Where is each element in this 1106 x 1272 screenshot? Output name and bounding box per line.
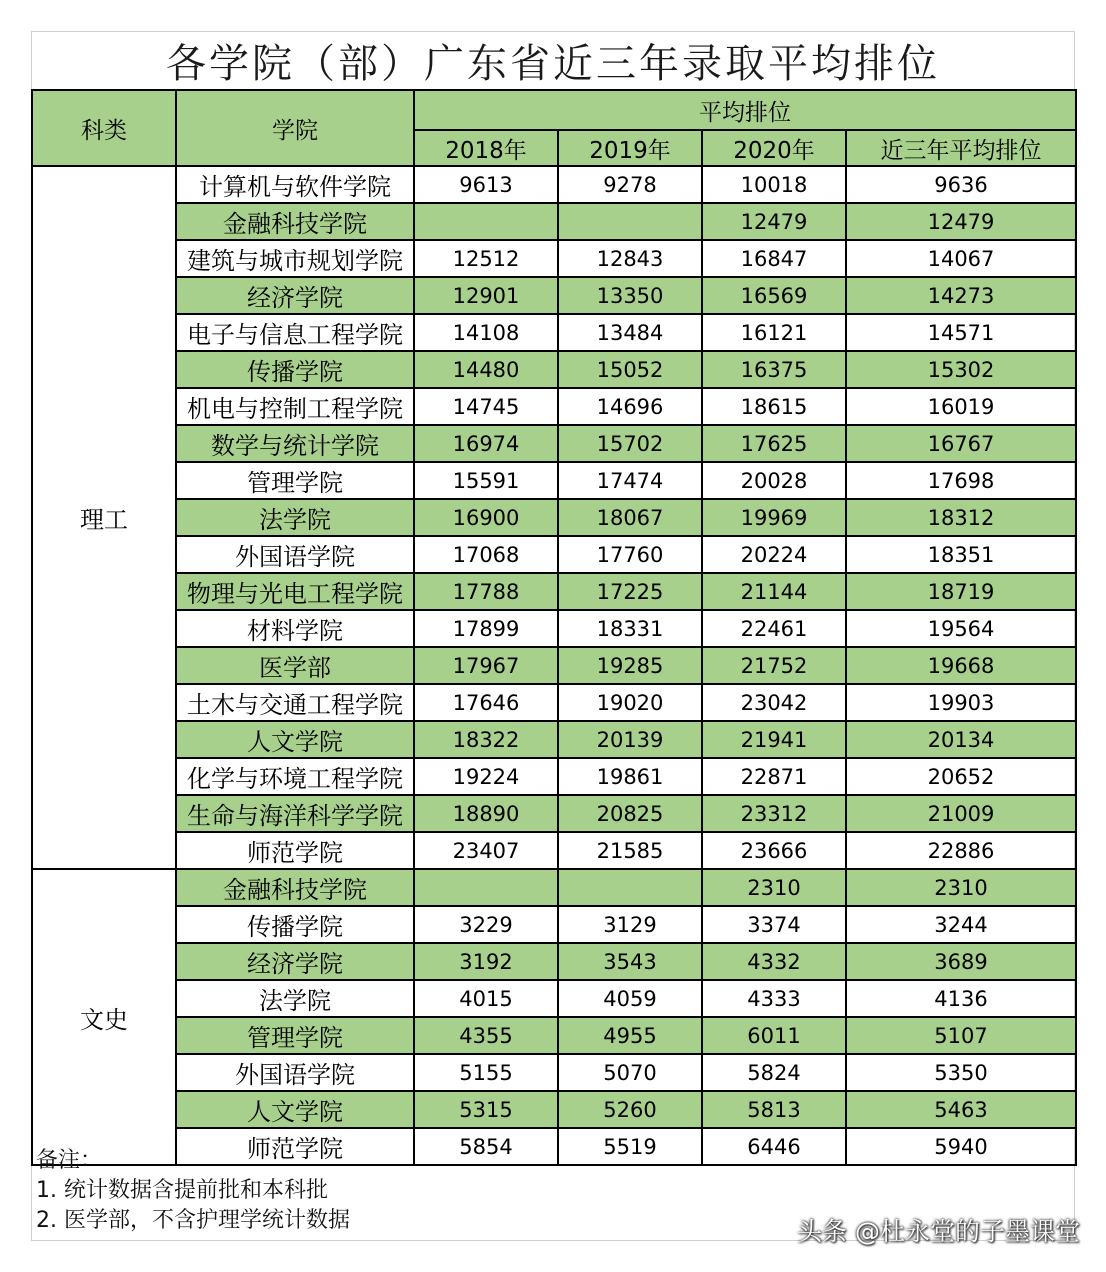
rank-value-cell: 16569 xyxy=(702,277,846,314)
table-row xyxy=(32,980,1076,1017)
table-row xyxy=(32,758,1076,795)
college-name-cell: 管理学院 xyxy=(176,462,414,499)
header-three-year-average: 近三年平均排位 xyxy=(846,130,1076,166)
college-name-cell: 物理与光电工程学院 xyxy=(176,573,414,610)
table-row xyxy=(32,684,1076,721)
rank-value-cell: 18322 xyxy=(414,721,558,758)
college-name-cell: 材料学院 xyxy=(176,610,414,647)
rank-value-cell: 2310 xyxy=(702,869,846,906)
header-average-rank: 平均排位 xyxy=(414,90,1076,130)
college-name-cell: 法学院 xyxy=(176,980,414,1017)
average-rank-cell: 9636 xyxy=(846,166,1076,203)
average-rank-cell: 16767 xyxy=(846,425,1076,462)
rank-value-cell: 23312 xyxy=(702,795,846,832)
rank-value-cell: 18890 xyxy=(414,795,558,832)
rank-value-cell: 14696 xyxy=(558,388,702,425)
rank-value-cell: 17474 xyxy=(558,462,702,499)
college-name-cell: 人文学院 xyxy=(176,1091,414,1128)
college-name-cell: 数学与统计学院 xyxy=(176,425,414,462)
table-row xyxy=(32,351,1076,388)
average-rank-cell: 5463 xyxy=(846,1091,1076,1128)
average-rank-cell: 20134 xyxy=(846,721,1076,758)
average-rank-cell: 5107 xyxy=(846,1017,1076,1054)
notes-heading: 备注： xyxy=(36,1148,103,1173)
rank-value-cell: 15052 xyxy=(558,351,702,388)
table-row xyxy=(32,203,1076,240)
average-rank-cell: 4136 xyxy=(846,980,1076,1017)
rank-value-cell: 23666 xyxy=(702,832,846,869)
college-name-cell: 建筑与城市规划学院 xyxy=(176,240,414,277)
rank-value-cell: 16847 xyxy=(702,240,846,277)
table-row xyxy=(32,240,1076,277)
notes-section xyxy=(36,1146,350,1236)
college-name-cell: 电子与信息工程学院 xyxy=(176,314,414,351)
college-name-cell: 法学院 xyxy=(176,499,414,536)
rank-value-cell: 5155 xyxy=(414,1054,558,1091)
table-row xyxy=(32,499,1076,536)
rank-value-cell: 5315 xyxy=(414,1091,558,1128)
rank-value-cell: 5070 xyxy=(558,1054,702,1091)
ranking-table xyxy=(31,89,1077,1166)
rank-value-cell: 17899 xyxy=(414,610,558,647)
rank-value-cell: 19020 xyxy=(558,684,702,721)
rank-value-cell: 18331 xyxy=(558,610,702,647)
rank-value-cell: 14108 xyxy=(414,314,558,351)
rank-value-cell: 5854 xyxy=(414,1128,558,1165)
table-row xyxy=(32,832,1076,869)
average-rank-cell: 19903 xyxy=(846,684,1076,721)
college-name-cell: 外国语学院 xyxy=(176,1054,414,1091)
rank-value-cell: 14480 xyxy=(414,351,558,388)
rank-value-cell: 6446 xyxy=(702,1128,846,1165)
table-row xyxy=(32,573,1076,610)
note-item: 1. 统计数据含提前批和本科批 xyxy=(36,1178,328,1203)
rank-value-cell: 4955 xyxy=(558,1017,702,1054)
rank-value-cell: 21941 xyxy=(702,721,846,758)
header-category: 科类 xyxy=(32,90,176,166)
page-title: 各学院（部）广东省近三年录取平均排位 xyxy=(166,40,940,87)
college-name-cell: 经济学院 xyxy=(176,943,414,980)
header-year-2018: 2018年 xyxy=(414,130,558,166)
college-name-cell: 人文学院 xyxy=(176,721,414,758)
rank-value-cell: 17625 xyxy=(702,425,846,462)
average-rank-cell: 5350 xyxy=(846,1054,1076,1091)
average-rank-cell: 18351 xyxy=(846,536,1076,573)
rank-value-cell: 23407 xyxy=(414,832,558,869)
rank-value-cell: 5519 xyxy=(558,1128,702,1165)
rank-value-cell: 21585 xyxy=(558,832,702,869)
rank-value-cell: 19969 xyxy=(702,499,846,536)
rank-value-cell: 5813 xyxy=(702,1091,846,1128)
average-rank-cell: 19668 xyxy=(846,647,1076,684)
rank-value-cell: 4332 xyxy=(702,943,846,980)
college-name-cell: 金融科技学院 xyxy=(176,869,414,906)
college-name-cell: 计算机与软件学院 xyxy=(176,166,414,203)
rank-value-cell: 12843 xyxy=(558,240,702,277)
rank-value-cell: 14745 xyxy=(414,388,558,425)
table-row xyxy=(32,647,1076,684)
rank-value-cell: 20825 xyxy=(558,795,702,832)
rank-value-cell: 4355 xyxy=(414,1017,558,1054)
rank-value-cell: 4059 xyxy=(558,980,702,1017)
table-row xyxy=(32,906,1076,943)
college-name-cell: 传播学院 xyxy=(176,351,414,388)
average-rank-cell: 19564 xyxy=(846,610,1076,647)
table-row xyxy=(32,166,1076,203)
average-rank-cell: 15302 xyxy=(846,351,1076,388)
college-name-cell: 化学与环境工程学院 xyxy=(176,758,414,795)
college-name-cell: 传播学院 xyxy=(176,906,414,943)
rank-value-cell xyxy=(558,203,702,240)
rank-value-cell: 17760 xyxy=(558,536,702,573)
rank-value-cell: 16900 xyxy=(414,499,558,536)
average-rank-cell: 12479 xyxy=(846,203,1076,240)
rank-value-cell: 13350 xyxy=(558,277,702,314)
average-rank-cell: 18312 xyxy=(846,499,1076,536)
rank-value-cell: 19285 xyxy=(558,647,702,684)
rank-value-cell: 3374 xyxy=(702,906,846,943)
average-rank-cell: 20652 xyxy=(846,758,1076,795)
note-item: 2. 医学部，不含护理学统计数据 xyxy=(36,1208,350,1233)
rank-value-cell: 12901 xyxy=(414,277,558,314)
rank-value-cell: 22461 xyxy=(702,610,846,647)
rank-value-cell: 5824 xyxy=(702,1054,846,1091)
rank-value-cell: 17225 xyxy=(558,573,702,610)
college-name-cell: 经济学院 xyxy=(176,277,414,314)
college-name-cell: 外国语学院 xyxy=(176,536,414,573)
rank-value-cell: 4015 xyxy=(414,980,558,1017)
college-name-cell: 生命与海洋科学学院 xyxy=(176,795,414,832)
table-row xyxy=(32,314,1076,351)
average-rank-cell: 21009 xyxy=(846,795,1076,832)
average-rank-cell: 14067 xyxy=(846,240,1076,277)
average-rank-cell: 16019 xyxy=(846,388,1076,425)
rank-value-cell: 6011 xyxy=(702,1017,846,1054)
table-row xyxy=(32,1091,1076,1128)
rank-value-cell xyxy=(414,203,558,240)
rank-value-cell xyxy=(414,869,558,906)
rank-value-cell: 22871 xyxy=(702,758,846,795)
college-name-cell: 师范学院 xyxy=(176,832,414,869)
average-rank-cell: 14273 xyxy=(846,277,1076,314)
college-name-cell: 师范学院 xyxy=(176,1128,414,1165)
rank-value-cell: 12512 xyxy=(414,240,558,277)
rank-value-cell: 13484 xyxy=(558,314,702,351)
rank-value-cell: 19224 xyxy=(414,758,558,795)
rank-value-cell: 20028 xyxy=(702,462,846,499)
average-rank-cell: 22886 xyxy=(846,832,1076,869)
rank-value-cell: 9278 xyxy=(558,166,702,203)
rank-value-cell: 15591 xyxy=(414,462,558,499)
rank-value-cell: 12479 xyxy=(702,203,846,240)
rank-value-cell: 17967 xyxy=(414,647,558,684)
rank-value-cell: 16121 xyxy=(702,314,846,351)
rank-value-cell: 17068 xyxy=(414,536,558,573)
header-year-2020: 2020年 xyxy=(702,130,846,166)
rank-value-cell: 20139 xyxy=(558,721,702,758)
category-cell: 文史 xyxy=(32,869,176,1165)
average-rank-cell: 18719 xyxy=(846,573,1076,610)
rank-value-cell: 17788 xyxy=(414,573,558,610)
rank-value-cell: 3229 xyxy=(414,906,558,943)
average-rank-cell: 2310 xyxy=(846,869,1076,906)
rank-value-cell xyxy=(558,869,702,906)
average-rank-cell: 5940 xyxy=(846,1128,1076,1165)
table-row xyxy=(32,943,1076,980)
table-row xyxy=(32,425,1076,462)
table-row xyxy=(32,795,1076,832)
rank-value-cell: 20224 xyxy=(702,536,846,573)
rank-value-cell: 9613 xyxy=(414,166,558,203)
rank-value-cell: 3192 xyxy=(414,943,558,980)
table-row xyxy=(32,610,1076,647)
college-name-cell: 金融科技学院 xyxy=(176,203,414,240)
rank-value-cell: 16375 xyxy=(702,351,846,388)
average-rank-cell: 17698 xyxy=(846,462,1076,499)
rank-value-cell: 17646 xyxy=(414,684,558,721)
average-rank-cell: 3689 xyxy=(846,943,1076,980)
college-name-cell: 管理学院 xyxy=(176,1017,414,1054)
category-cell: 理工 xyxy=(32,166,176,869)
rank-value-cell: 21752 xyxy=(702,647,846,684)
table-row xyxy=(32,388,1076,425)
header-year-2019: 2019年 xyxy=(558,130,702,166)
rank-value-cell: 15702 xyxy=(558,425,702,462)
college-name-cell: 机电与控制工程学院 xyxy=(176,388,414,425)
college-name-cell: 土木与交通工程学院 xyxy=(176,684,414,721)
rank-value-cell: 18067 xyxy=(558,499,702,536)
rank-value-cell: 21144 xyxy=(702,573,846,610)
table-row xyxy=(32,277,1076,314)
rank-value-cell: 23042 xyxy=(702,684,846,721)
table-row xyxy=(32,721,1076,758)
watermark: 头条 @杜永堂的子墨课堂 xyxy=(797,1217,1080,1246)
rank-value-cell: 3129 xyxy=(558,906,702,943)
rank-value-cell: 16974 xyxy=(414,425,558,462)
rank-value-cell: 10018 xyxy=(702,166,846,203)
table-row xyxy=(32,869,1076,906)
rank-value-cell: 4333 xyxy=(702,980,846,1017)
header-college: 学院 xyxy=(176,90,414,166)
rank-value-cell: 18615 xyxy=(702,388,846,425)
table-row xyxy=(32,1017,1076,1054)
average-rank-cell: 14571 xyxy=(846,314,1076,351)
table-row xyxy=(32,462,1076,499)
average-rank-cell: 3244 xyxy=(846,906,1076,943)
rank-value-cell: 3543 xyxy=(558,943,702,980)
rank-value-cell: 19861 xyxy=(558,758,702,795)
rank-value-cell: 5260 xyxy=(558,1091,702,1128)
college-name-cell: 医学部 xyxy=(176,647,414,684)
table-row xyxy=(32,1054,1076,1091)
table-row xyxy=(32,536,1076,573)
